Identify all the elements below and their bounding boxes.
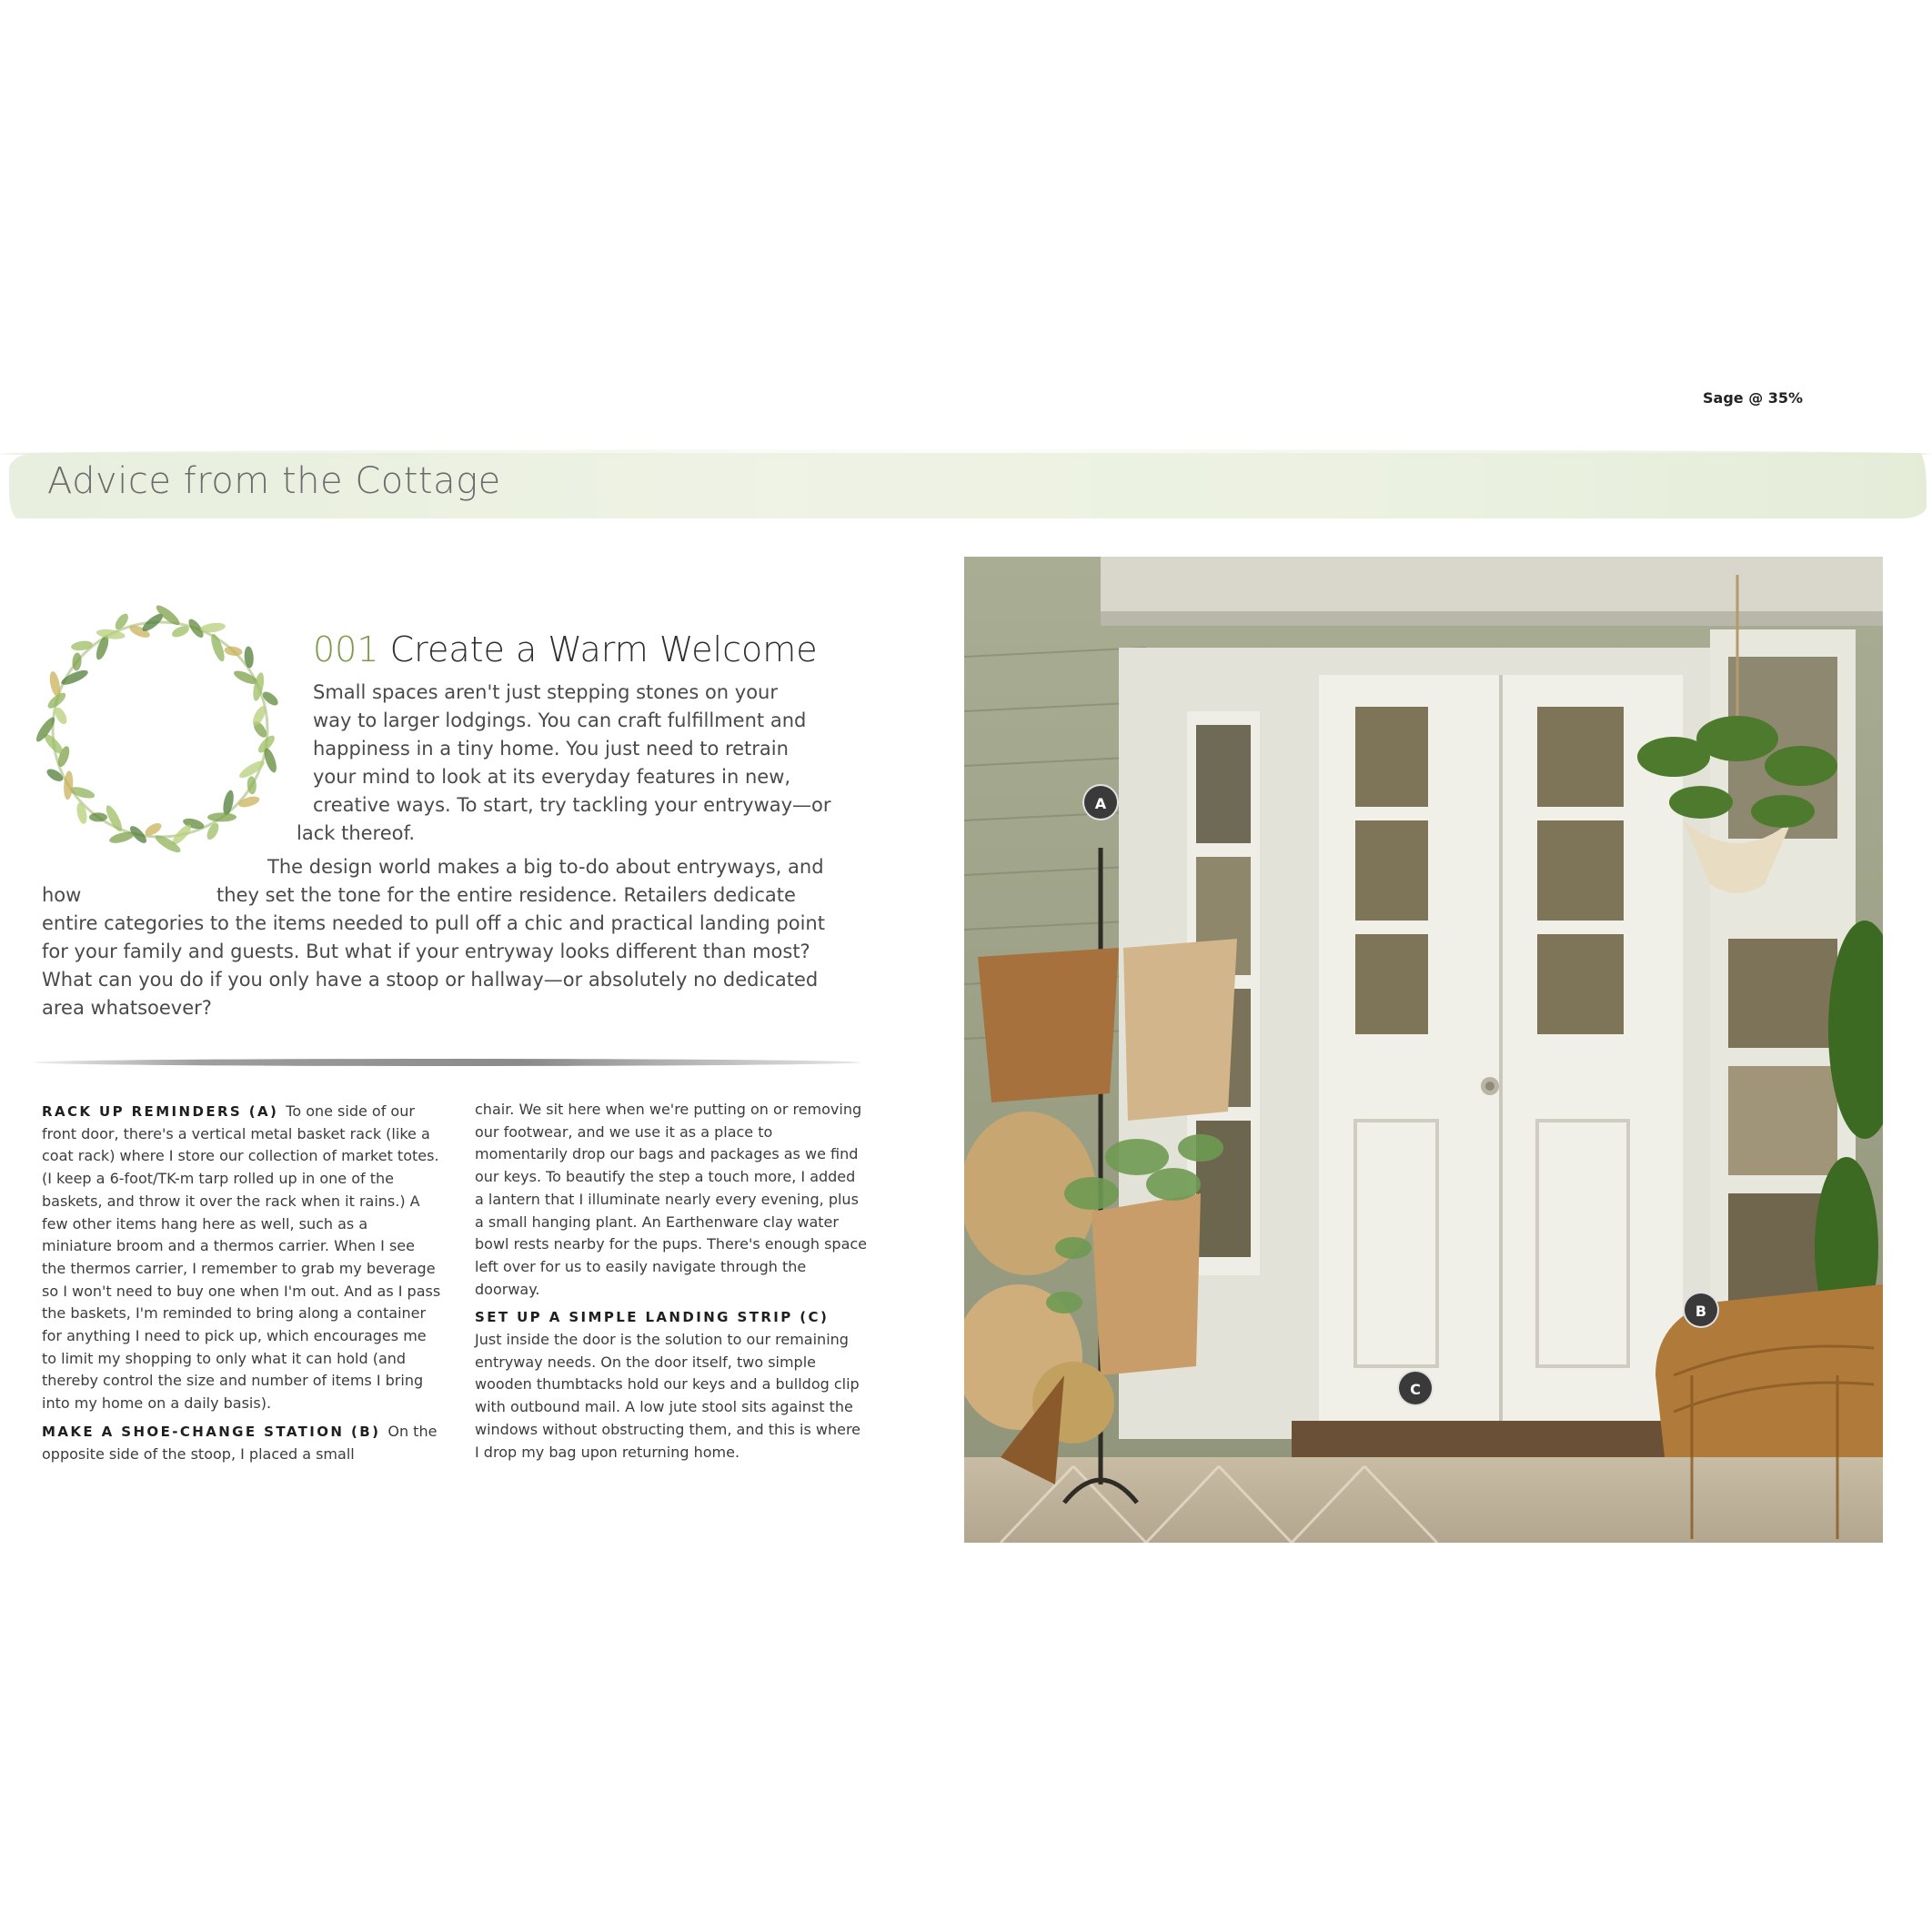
- intro-line: What can you do if you only have a stoop or hallway—or absolutely no dedicated: [42, 969, 819, 991]
- swatch-note: Sage @ 35%: [1703, 389, 1804, 407]
- intro-line: they set the tone for the entire residence. Retailers dedicate: [216, 884, 796, 906]
- tip-shoe-continued: chair. We sit here when we're putting on or removing our footwear, and we use it as a place to momentarily drop our bags and packages as we find our keys. To beautify the step a touch more, I added a lantern that I illuminate nearly every evening, plus a small hanging plant. An Earthenware clay water bowl rests nearby for the pups. There's enough space left over for us to easily navigate through the doorway.: [475, 1101, 868, 1298]
- intro-line: for your family and guests. But what if your entryway looks different than most?: [42, 941, 810, 962]
- wreath-leaf: [75, 801, 89, 825]
- intro-line: The design world makes a big to-do about entryways, and: [267, 856, 824, 878]
- entryway-photo: [964, 557, 1883, 1543]
- wreath-leaf: [221, 790, 236, 816]
- intro-line: how: [42, 884, 82, 906]
- wreath-leaf: [224, 645, 243, 657]
- intro-line: lack thereof.: [297, 822, 416, 844]
- intro-line: your mind to look at its everyday features in new,: [313, 766, 791, 788]
- intro-line: happiness in a tiny home. You just need to retrain: [313, 738, 789, 760]
- tip-lead: RACK UP REMINDERS (A): [42, 1103, 279, 1120]
- intro-line: way to larger lodgings. You can craft fulfillment and: [313, 709, 807, 731]
- wreath-leaf: [237, 794, 261, 809]
- tip-rack: [42, 1101, 442, 1415]
- wreath-leaf: [69, 785, 96, 800]
- tip-lead: SET UP A SIMPLE LANDING STRIP (C): [475, 1309, 830, 1326]
- tips-column-right: [475, 1099, 868, 1464]
- wreath-leaf: [63, 770, 74, 800]
- wreath-leaf: [208, 632, 226, 662]
- callout-marker-a: A: [1082, 784, 1119, 820]
- callout-marker-b: B: [1683, 1292, 1719, 1328]
- banner-title: Advice from the Cottage: [47, 460, 501, 502]
- wreath-leaf: [207, 812, 236, 821]
- wreath-illustration: [24, 593, 297, 862]
- tip-shoe: [42, 1421, 442, 1465]
- callout-marker-c: C: [1397, 1370, 1434, 1406]
- tip-body: On the opposite side of the stoop, I placed a small: [42, 1422, 438, 1463]
- intro-line: entire categories to the items needed to pull off a chic and practical landing point: [42, 912, 825, 934]
- brush-divider: [33, 1059, 860, 1066]
- article-title: Create a Warm Welcome: [389, 629, 818, 669]
- intro-line: Small spaces aren't just stepping stones on your: [313, 681, 778, 703]
- intro-line: creative ways. To start, try tackling your entryway—or: [313, 794, 831, 816]
- wreath-leaf: [59, 668, 89, 688]
- tip-body: To one side of our front door, there's a vertical metal basket rack (like a coat rack) where I store our collection of market totes. (I keep a 6-foot/TK-m tarp rolled up in one of the baskets, and throw it over the rack when it rains.) A few other items hang here as well, such as a miniature broom and a thermos carrier. When I see the thermos carrier, I remember to grab my beverage so I won't need to buy one when I'm out. And as I pass the baskets, I'm reminded to bring along a container for anything I need to pick up, which encourages me to limit my shopping to only what it can hold (and thereby control the size and number of items I bring into my home on a daily basis).: [42, 1102, 441, 1413]
- article-number: 001: [313, 629, 379, 669]
- wreath-leaf: [89, 812, 107, 821]
- tip-landing: [475, 1306, 868, 1464]
- tips-column-left: [42, 1101, 442, 1465]
- intro-line: area whatsoever?: [42, 997, 212, 1019]
- tip-lead: MAKE A SHOE-CHANGE STATION (B): [42, 1423, 381, 1440]
- tip-body: Just inside the door is the solution to our remaining entryway needs. On the door itself, two simple wooden thumbtacks hold our keys and a bulldog clip with outbound mail. A low jute stool sits against the windows without obstructing them, and this is where I drop my bag upon returning home.: [475, 1331, 861, 1461]
- article-heading: [313, 629, 818, 669]
